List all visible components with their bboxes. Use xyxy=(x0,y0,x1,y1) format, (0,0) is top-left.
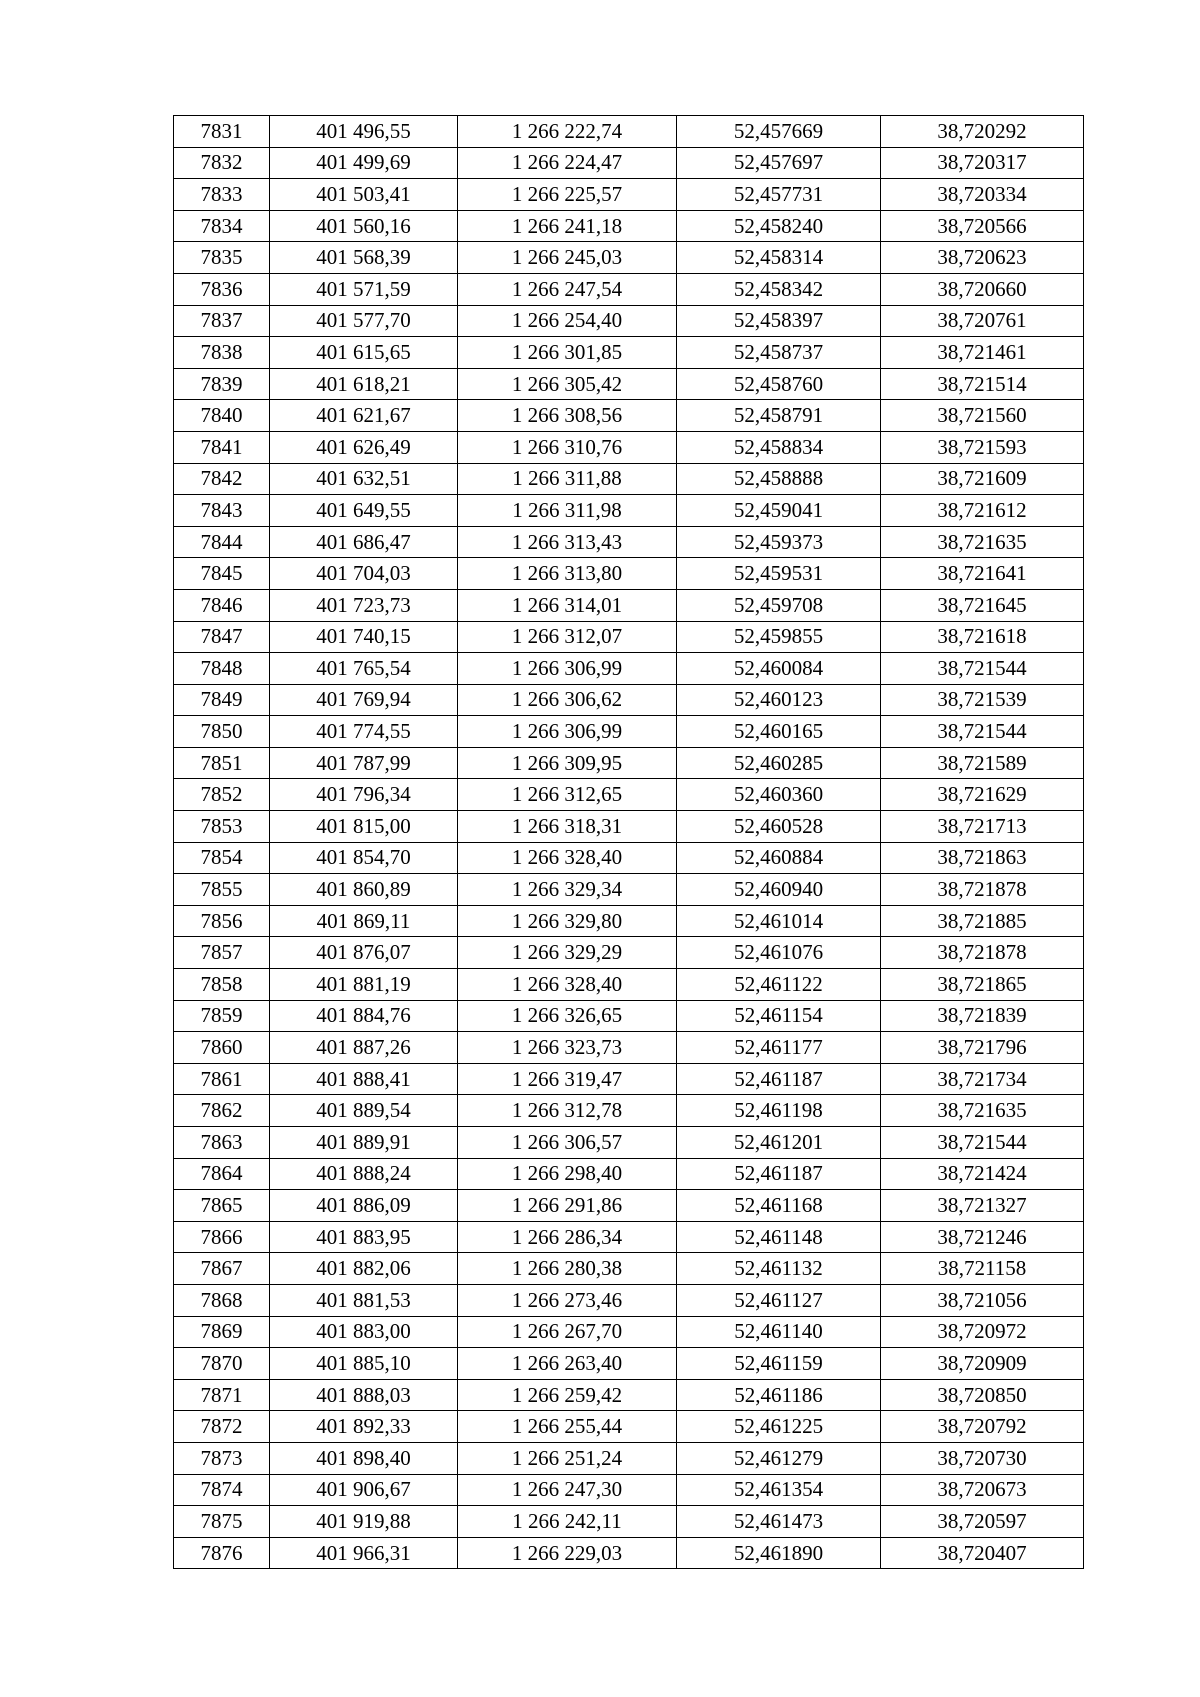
point-number-cell: 7846 xyxy=(174,589,270,621)
y-coordinate-cell: 1 266 241,18 xyxy=(458,210,677,242)
longitude-cell: 38,720317 xyxy=(881,147,1084,179)
point-number-cell: 7857 xyxy=(174,937,270,969)
point-number-cell: 7851 xyxy=(174,747,270,779)
x-coordinate-cell: 401 888,03 xyxy=(270,1379,458,1411)
point-number-cell: 7876 xyxy=(174,1537,270,1569)
longitude-cell: 38,721539 xyxy=(881,684,1084,716)
table-row xyxy=(174,1284,1084,1316)
table-row xyxy=(174,1063,1084,1095)
latitude-cell: 52,460123 xyxy=(677,684,881,716)
y-coordinate-cell: 1 266 329,80 xyxy=(458,905,677,937)
point-number-cell: 7835 xyxy=(174,242,270,274)
table-row xyxy=(174,747,1084,779)
longitude-cell: 38,721713 xyxy=(881,811,1084,843)
latitude-cell: 52,458888 xyxy=(677,463,881,495)
table-row xyxy=(174,558,1084,590)
x-coordinate-cell: 401 966,31 xyxy=(270,1537,458,1569)
table-row xyxy=(174,905,1084,937)
longitude-cell: 38,721635 xyxy=(881,1095,1084,1127)
x-coordinate-cell: 401 499,69 xyxy=(270,147,458,179)
point-number-cell: 7842 xyxy=(174,463,270,495)
y-coordinate-cell: 1 266 247,54 xyxy=(458,273,677,305)
point-number-cell: 7867 xyxy=(174,1253,270,1285)
y-coordinate-cell: 1 266 251,24 xyxy=(458,1442,677,1474)
longitude-cell: 38,721635 xyxy=(881,526,1084,558)
longitude-cell: 38,721056 xyxy=(881,1284,1084,1316)
longitude-cell: 38,720660 xyxy=(881,273,1084,305)
longitude-cell: 38,720972 xyxy=(881,1316,1084,1348)
y-coordinate-cell: 1 266 255,44 xyxy=(458,1411,677,1443)
latitude-cell: 52,460165 xyxy=(677,716,881,748)
x-coordinate-cell: 401 765,54 xyxy=(270,653,458,685)
latitude-cell: 52,459373 xyxy=(677,526,881,558)
table-row xyxy=(174,337,1084,369)
x-coordinate-cell: 401 888,41 xyxy=(270,1063,458,1095)
x-coordinate-cell: 401 621,67 xyxy=(270,400,458,432)
table-row xyxy=(174,1032,1084,1064)
longitude-cell: 38,721544 xyxy=(881,1127,1084,1159)
point-number-cell: 7863 xyxy=(174,1127,270,1159)
table-row xyxy=(174,1442,1084,1474)
table-row xyxy=(174,179,1084,211)
table-row xyxy=(174,495,1084,527)
table-row xyxy=(174,1127,1084,1159)
point-number-cell: 7852 xyxy=(174,779,270,811)
longitude-cell: 38,721645 xyxy=(881,589,1084,621)
point-number-cell: 7844 xyxy=(174,526,270,558)
y-coordinate-cell: 1 266 306,99 xyxy=(458,716,677,748)
latitude-cell: 52,457731 xyxy=(677,179,881,211)
x-coordinate-cell: 401 796,34 xyxy=(270,779,458,811)
longitude-cell: 38,721514 xyxy=(881,368,1084,400)
latitude-cell: 52,461187 xyxy=(677,1063,881,1095)
latitude-cell: 52,461148 xyxy=(677,1221,881,1253)
y-coordinate-cell: 1 266 318,31 xyxy=(458,811,677,843)
latitude-cell: 52,461187 xyxy=(677,1158,881,1190)
latitude-cell: 52,461279 xyxy=(677,1442,881,1474)
table-row xyxy=(174,842,1084,874)
y-coordinate-cell: 1 266 310,76 xyxy=(458,431,677,463)
table-row xyxy=(174,273,1084,305)
latitude-cell: 52,458760 xyxy=(677,368,881,400)
y-coordinate-cell: 1 266 312,78 xyxy=(458,1095,677,1127)
point-number-cell: 7865 xyxy=(174,1190,270,1222)
table-row xyxy=(174,779,1084,811)
table-row xyxy=(174,305,1084,337)
longitude-cell: 38,721839 xyxy=(881,1000,1084,1032)
latitude-cell: 52,461186 xyxy=(677,1379,881,1411)
x-coordinate-cell: 401 885,10 xyxy=(270,1348,458,1380)
y-coordinate-cell: 1 266 309,95 xyxy=(458,747,677,779)
y-coordinate-cell: 1 266 306,99 xyxy=(458,653,677,685)
longitude-cell: 38,720730 xyxy=(881,1442,1084,1474)
y-coordinate-cell: 1 266 329,29 xyxy=(458,937,677,969)
y-coordinate-cell: 1 266 245,03 xyxy=(458,242,677,274)
y-coordinate-cell: 1 266 242,11 xyxy=(458,1506,677,1538)
latitude-cell: 52,458834 xyxy=(677,431,881,463)
longitude-cell: 38,720334 xyxy=(881,179,1084,211)
latitude-cell: 52,461198 xyxy=(677,1095,881,1127)
latitude-cell: 52,461122 xyxy=(677,969,881,1001)
x-coordinate-cell: 401 889,91 xyxy=(270,1127,458,1159)
table-row xyxy=(174,653,1084,685)
x-coordinate-cell: 401 892,33 xyxy=(270,1411,458,1443)
point-number-cell: 7845 xyxy=(174,558,270,590)
longitude-cell: 38,721863 xyxy=(881,842,1084,874)
table-row xyxy=(174,242,1084,274)
point-number-cell: 7847 xyxy=(174,621,270,653)
longitude-cell: 38,721327 xyxy=(881,1190,1084,1222)
y-coordinate-cell: 1 266 229,03 xyxy=(458,1537,677,1569)
longitude-cell: 38,721544 xyxy=(881,653,1084,685)
latitude-cell: 52,460940 xyxy=(677,874,881,906)
point-number-cell: 7840 xyxy=(174,400,270,432)
point-number-cell: 7838 xyxy=(174,337,270,369)
longitude-cell: 38,721560 xyxy=(881,400,1084,432)
point-number-cell: 7843 xyxy=(174,495,270,527)
latitude-cell: 52,461132 xyxy=(677,1253,881,1285)
x-coordinate-cell: 401 787,99 xyxy=(270,747,458,779)
point-number-cell: 7854 xyxy=(174,842,270,874)
point-number-cell: 7874 xyxy=(174,1474,270,1506)
longitude-cell: 38,721865 xyxy=(881,969,1084,1001)
y-coordinate-cell: 1 266 225,57 xyxy=(458,179,677,211)
latitude-cell: 52,461014 xyxy=(677,905,881,937)
y-coordinate-cell: 1 266 301,85 xyxy=(458,337,677,369)
x-coordinate-cell: 401 723,73 xyxy=(270,589,458,621)
latitude-cell: 52,460285 xyxy=(677,747,881,779)
x-coordinate-cell: 401 883,95 xyxy=(270,1221,458,1253)
y-coordinate-cell: 1 266 291,86 xyxy=(458,1190,677,1222)
latitude-cell: 52,460528 xyxy=(677,811,881,843)
table-row xyxy=(174,1506,1084,1538)
longitude-cell: 38,720909 xyxy=(881,1348,1084,1380)
table-row xyxy=(174,1537,1084,1569)
table-row xyxy=(174,1316,1084,1348)
latitude-cell: 52,461159 xyxy=(677,1348,881,1380)
x-coordinate-cell: 401 883,00 xyxy=(270,1316,458,1348)
latitude-cell: 52,458342 xyxy=(677,273,881,305)
longitude-cell: 38,721461 xyxy=(881,337,1084,369)
longitude-cell: 38,721246 xyxy=(881,1221,1084,1253)
x-coordinate-cell: 401 740,15 xyxy=(270,621,458,653)
table-row xyxy=(174,969,1084,1001)
longitude-cell: 38,721618 xyxy=(881,621,1084,653)
x-coordinate-cell: 401 815,00 xyxy=(270,811,458,843)
latitude-cell: 52,461127 xyxy=(677,1284,881,1316)
table-row xyxy=(174,716,1084,748)
table-row xyxy=(174,210,1084,242)
latitude-cell: 52,461168 xyxy=(677,1190,881,1222)
table-row xyxy=(174,1379,1084,1411)
longitude-cell: 38,721885 xyxy=(881,905,1084,937)
point-number-cell: 7859 xyxy=(174,1000,270,1032)
x-coordinate-cell: 401 854,70 xyxy=(270,842,458,874)
table-row xyxy=(174,463,1084,495)
y-coordinate-cell: 1 266 308,56 xyxy=(458,400,677,432)
y-coordinate-cell: 1 266 312,65 xyxy=(458,779,677,811)
x-coordinate-cell: 401 860,89 xyxy=(270,874,458,906)
x-coordinate-cell: 401 888,24 xyxy=(270,1158,458,1190)
y-coordinate-cell: 1 266 311,98 xyxy=(458,495,677,527)
point-number-cell: 7849 xyxy=(174,684,270,716)
x-coordinate-cell: 401 887,26 xyxy=(270,1032,458,1064)
x-coordinate-cell: 401 876,07 xyxy=(270,937,458,969)
y-coordinate-cell: 1 266 313,80 xyxy=(458,558,677,590)
latitude-cell: 52,461890 xyxy=(677,1537,881,1569)
x-coordinate-cell: 401 568,39 xyxy=(270,242,458,274)
table-row xyxy=(174,1474,1084,1506)
latitude-cell: 52,458737 xyxy=(677,337,881,369)
y-coordinate-cell: 1 266 267,70 xyxy=(458,1316,677,1348)
y-coordinate-cell: 1 266 306,57 xyxy=(458,1127,677,1159)
y-coordinate-cell: 1 266 273,46 xyxy=(458,1284,677,1316)
x-coordinate-cell: 401 686,47 xyxy=(270,526,458,558)
x-coordinate-cell: 401 886,09 xyxy=(270,1190,458,1222)
y-coordinate-cell: 1 266 328,40 xyxy=(458,842,677,874)
y-coordinate-cell: 1 266 323,73 xyxy=(458,1032,677,1064)
latitude-cell: 52,458314 xyxy=(677,242,881,274)
table-row xyxy=(174,526,1084,558)
point-number-cell: 7832 xyxy=(174,147,270,179)
x-coordinate-cell: 401 769,94 xyxy=(270,684,458,716)
latitude-cell: 52,461076 xyxy=(677,937,881,969)
x-coordinate-cell: 401 632,51 xyxy=(270,463,458,495)
point-number-cell: 7841 xyxy=(174,431,270,463)
x-coordinate-cell: 401 906,67 xyxy=(270,1474,458,1506)
latitude-cell: 52,461473 xyxy=(677,1506,881,1538)
point-number-cell: 7837 xyxy=(174,305,270,337)
point-number-cell: 7836 xyxy=(174,273,270,305)
latitude-cell: 52,458397 xyxy=(677,305,881,337)
point-number-cell: 7858 xyxy=(174,969,270,1001)
latitude-cell: 52,458240 xyxy=(677,210,881,242)
x-coordinate-cell: 401 774,55 xyxy=(270,716,458,748)
longitude-cell: 38,721589 xyxy=(881,747,1084,779)
point-number-cell: 7856 xyxy=(174,905,270,937)
point-number-cell: 7873 xyxy=(174,1442,270,1474)
y-coordinate-cell: 1 266 319,47 xyxy=(458,1063,677,1095)
longitude-cell: 38,720792 xyxy=(881,1411,1084,1443)
x-coordinate-cell: 401 615,65 xyxy=(270,337,458,369)
longitude-cell: 38,721158 xyxy=(881,1253,1084,1285)
table-row xyxy=(174,368,1084,400)
y-coordinate-cell: 1 266 222,74 xyxy=(458,116,677,148)
x-coordinate-cell: 401 618,21 xyxy=(270,368,458,400)
table-row xyxy=(174,589,1084,621)
point-number-cell: 7860 xyxy=(174,1032,270,1064)
point-number-cell: 7831 xyxy=(174,116,270,148)
point-number-cell: 7871 xyxy=(174,1379,270,1411)
y-coordinate-cell: 1 266 280,38 xyxy=(458,1253,677,1285)
latitude-cell: 52,459041 xyxy=(677,495,881,527)
y-coordinate-cell: 1 266 224,47 xyxy=(458,147,677,179)
x-coordinate-cell: 401 626,49 xyxy=(270,431,458,463)
y-coordinate-cell: 1 266 247,30 xyxy=(458,1474,677,1506)
table-row xyxy=(174,400,1084,432)
longitude-cell: 38,721593 xyxy=(881,431,1084,463)
table-row xyxy=(174,1348,1084,1380)
y-coordinate-cell: 1 266 312,07 xyxy=(458,621,677,653)
x-coordinate-cell: 401 496,55 xyxy=(270,116,458,148)
table-row xyxy=(174,874,1084,906)
x-coordinate-cell: 401 503,41 xyxy=(270,179,458,211)
y-coordinate-cell: 1 266 305,42 xyxy=(458,368,677,400)
point-number-cell: 7850 xyxy=(174,716,270,748)
y-coordinate-cell: 1 266 313,43 xyxy=(458,526,677,558)
point-number-cell: 7862 xyxy=(174,1095,270,1127)
latitude-cell: 52,461354 xyxy=(677,1474,881,1506)
longitude-cell: 38,721641 xyxy=(881,558,1084,590)
longitude-cell: 38,721612 xyxy=(881,495,1084,527)
y-coordinate-cell: 1 266 329,34 xyxy=(458,874,677,906)
point-number-cell: 7864 xyxy=(174,1158,270,1190)
table-row xyxy=(174,1253,1084,1285)
coordinates-table-body xyxy=(174,116,1084,1569)
y-coordinate-cell: 1 266 326,65 xyxy=(458,1000,677,1032)
longitude-cell: 38,721878 xyxy=(881,937,1084,969)
table-row xyxy=(174,1190,1084,1222)
table-row xyxy=(174,1000,1084,1032)
point-number-cell: 7875 xyxy=(174,1506,270,1538)
longitude-cell: 38,720597 xyxy=(881,1506,1084,1538)
point-number-cell: 7833 xyxy=(174,179,270,211)
point-number-cell: 7868 xyxy=(174,1284,270,1316)
x-coordinate-cell: 401 884,76 xyxy=(270,1000,458,1032)
latitude-cell: 52,461154 xyxy=(677,1000,881,1032)
point-number-cell: 7869 xyxy=(174,1316,270,1348)
latitude-cell: 52,460360 xyxy=(677,779,881,811)
point-number-cell: 7872 xyxy=(174,1411,270,1443)
longitude-cell: 38,721424 xyxy=(881,1158,1084,1190)
latitude-cell: 52,460084 xyxy=(677,653,881,685)
longitude-cell: 38,720407 xyxy=(881,1537,1084,1569)
table-row xyxy=(174,1095,1084,1127)
x-coordinate-cell: 401 560,16 xyxy=(270,210,458,242)
y-coordinate-cell: 1 266 286,34 xyxy=(458,1221,677,1253)
x-coordinate-cell: 401 889,54 xyxy=(270,1095,458,1127)
y-coordinate-cell: 1 266 259,42 xyxy=(458,1379,677,1411)
y-coordinate-cell: 1 266 263,40 xyxy=(458,1348,677,1380)
latitude-cell: 52,459531 xyxy=(677,558,881,590)
latitude-cell: 52,459855 xyxy=(677,621,881,653)
table-row xyxy=(174,1221,1084,1253)
point-number-cell: 7848 xyxy=(174,653,270,685)
y-coordinate-cell: 1 266 328,40 xyxy=(458,969,677,1001)
longitude-cell: 38,720292 xyxy=(881,116,1084,148)
x-coordinate-cell: 401 704,03 xyxy=(270,558,458,590)
point-number-cell: 7866 xyxy=(174,1221,270,1253)
latitude-cell: 52,461225 xyxy=(677,1411,881,1443)
y-coordinate-cell: 1 266 306,62 xyxy=(458,684,677,716)
x-coordinate-cell: 401 881,53 xyxy=(270,1284,458,1316)
coordinates-table xyxy=(173,115,1084,1569)
point-number-cell: 7834 xyxy=(174,210,270,242)
y-coordinate-cell: 1 266 311,88 xyxy=(458,463,677,495)
latitude-cell: 52,461140 xyxy=(677,1316,881,1348)
y-coordinate-cell: 1 266 254,40 xyxy=(458,305,677,337)
table-row xyxy=(174,684,1084,716)
x-coordinate-cell: 401 577,70 xyxy=(270,305,458,337)
latitude-cell: 52,459708 xyxy=(677,589,881,621)
point-number-cell: 7839 xyxy=(174,368,270,400)
table-row xyxy=(174,431,1084,463)
x-coordinate-cell: 401 881,19 xyxy=(270,969,458,1001)
x-coordinate-cell: 401 898,40 xyxy=(270,1442,458,1474)
table-row xyxy=(174,621,1084,653)
longitude-cell: 38,720850 xyxy=(881,1379,1084,1411)
point-number-cell: 7853 xyxy=(174,811,270,843)
longitude-cell: 38,721629 xyxy=(881,779,1084,811)
point-number-cell: 7855 xyxy=(174,874,270,906)
y-coordinate-cell: 1 266 314,01 xyxy=(458,589,677,621)
longitude-cell: 38,721544 xyxy=(881,716,1084,748)
latitude-cell: 52,460884 xyxy=(677,842,881,874)
longitude-cell: 38,721878 xyxy=(881,874,1084,906)
latitude-cell: 52,457669 xyxy=(677,116,881,148)
longitude-cell: 38,721609 xyxy=(881,463,1084,495)
latitude-cell: 52,461177 xyxy=(677,1032,881,1064)
table-row xyxy=(174,1411,1084,1443)
table-row xyxy=(174,1158,1084,1190)
x-coordinate-cell: 401 882,06 xyxy=(270,1253,458,1285)
table-row xyxy=(174,116,1084,148)
x-coordinate-cell: 401 649,55 xyxy=(270,495,458,527)
longitude-cell: 38,720761 xyxy=(881,305,1084,337)
longitude-cell: 38,720673 xyxy=(881,1474,1084,1506)
x-coordinate-cell: 401 571,59 xyxy=(270,273,458,305)
x-coordinate-cell: 401 919,88 xyxy=(270,1506,458,1538)
longitude-cell: 38,721734 xyxy=(881,1063,1084,1095)
longitude-cell: 38,721796 xyxy=(881,1032,1084,1064)
table-row xyxy=(174,147,1084,179)
point-number-cell: 7861 xyxy=(174,1063,270,1095)
table-row xyxy=(174,937,1084,969)
longitude-cell: 38,720566 xyxy=(881,210,1084,242)
latitude-cell: 52,458791 xyxy=(677,400,881,432)
latitude-cell: 52,457697 xyxy=(677,147,881,179)
table-row xyxy=(174,811,1084,843)
latitude-cell: 52,461201 xyxy=(677,1127,881,1159)
point-number-cell: 7870 xyxy=(174,1348,270,1380)
x-coordinate-cell: 401 869,11 xyxy=(270,905,458,937)
longitude-cell: 38,720623 xyxy=(881,242,1084,274)
y-coordinate-cell: 1 266 298,40 xyxy=(458,1158,677,1190)
